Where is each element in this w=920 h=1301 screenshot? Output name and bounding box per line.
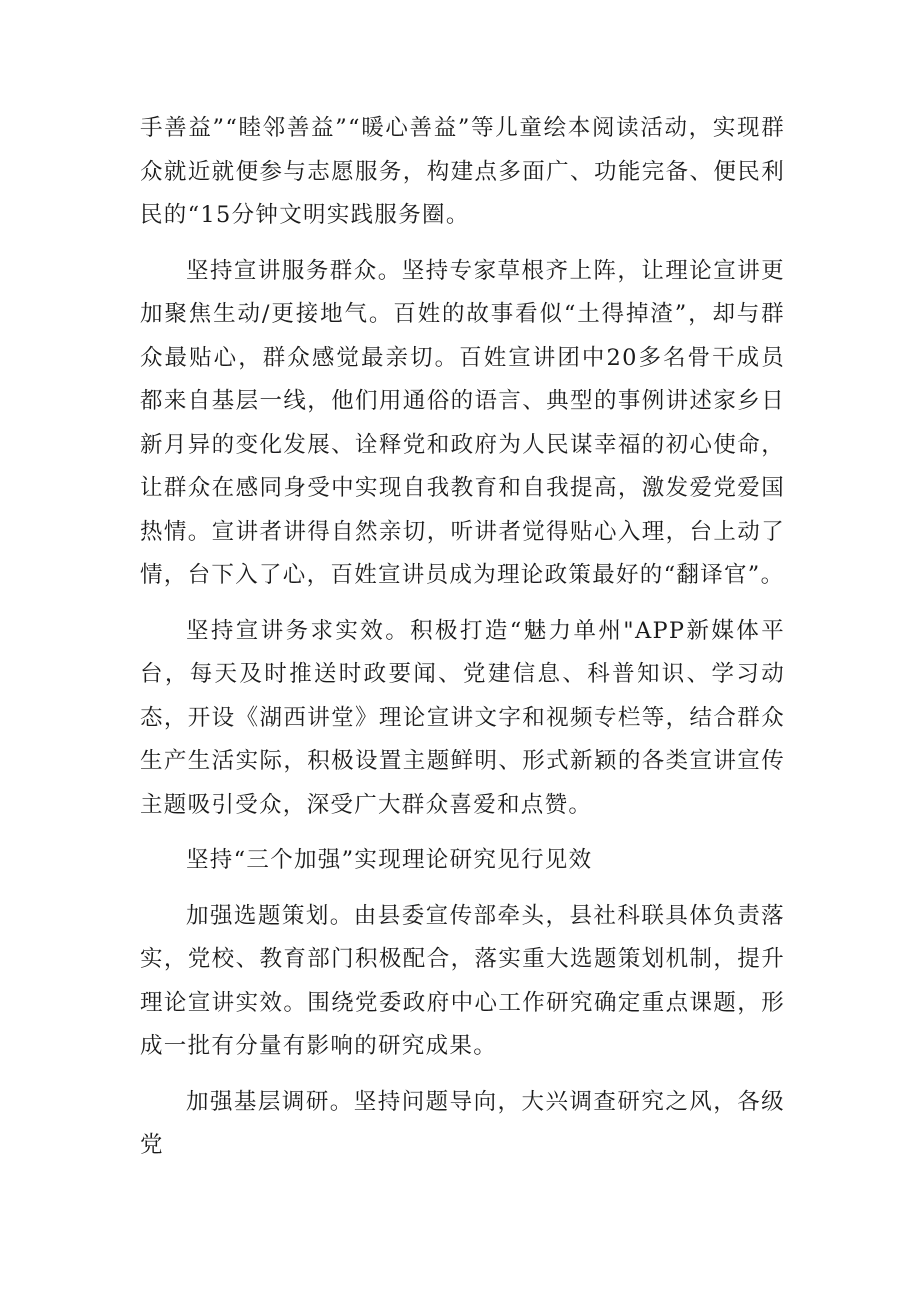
document-body — [140, 107, 785, 1180]
paragraph-volunteer-service: 手善益”“睦邻善益”“暖心善益”等儿童绘本阅读活动，实现群众就近就便参与志愿服务，构建点多面广、功能完备、便民利民的“15分钟文明实践服务圈。 — [140, 115, 785, 228]
paragraph-grassroots-research: 加强基层调研。坚持问题导向，大兴调查研究之风，各级党 — [140, 1088, 785, 1158]
paragraph-topic-planning: 加强选题策划。由县委宣传部牵头，县社科联具体负责落实，党校、教育部门积极配合，落实重大选题策划机制，提升理论宣讲实效。围绕党委政府中心工作研究确定重点课题，形成一批有分量有影响的研究成果。 — [140, 902, 785, 1059]
paragraph-lecture-effectiveness: 坚持宣讲务求实效。积极打造“魅力单州"APP新媒体平台，每天及时推送时政要闻、党建信息、科普知识、学习动态，开设《湖西讲堂》理论宣讲文字和视频专栏等，结合群众生产生活实际，积极设置主题鲜明、形式新颖的各类宣讲宣传主题吸引受众，深受广大群众喜爱和点赞。 — [140, 617, 785, 818]
section-heading-three-strengthens: 坚持“三个加强”实现理论研究见行见效 — [186, 847, 593, 873]
paragraph-lecture-serve-masses: 坚持宣讲服务群众。坚持专家草根齐上阵，让理论宣讲更加聚焦生动/更接地气。百姓的故事看似“土得掉渣”，却与群众最贴心，群众感觉最亲切。百姓宣讲团中20多名骨干成员都来自基层一线，他们用通俗的语言、典型的事例讲述家乡日新月异的变化发展、诠释党和政府为人民谋幸福的初心使命，让群众在感同身受中实现自我教育和自我提高，激发爱党爱国热情。宣讲者讲得自然亲切，听讲者觉得贴心入理，台上动了情，台下入了心，百姓宣讲员成为理论政策最好的“翻译官”。 — [140, 257, 785, 588]
